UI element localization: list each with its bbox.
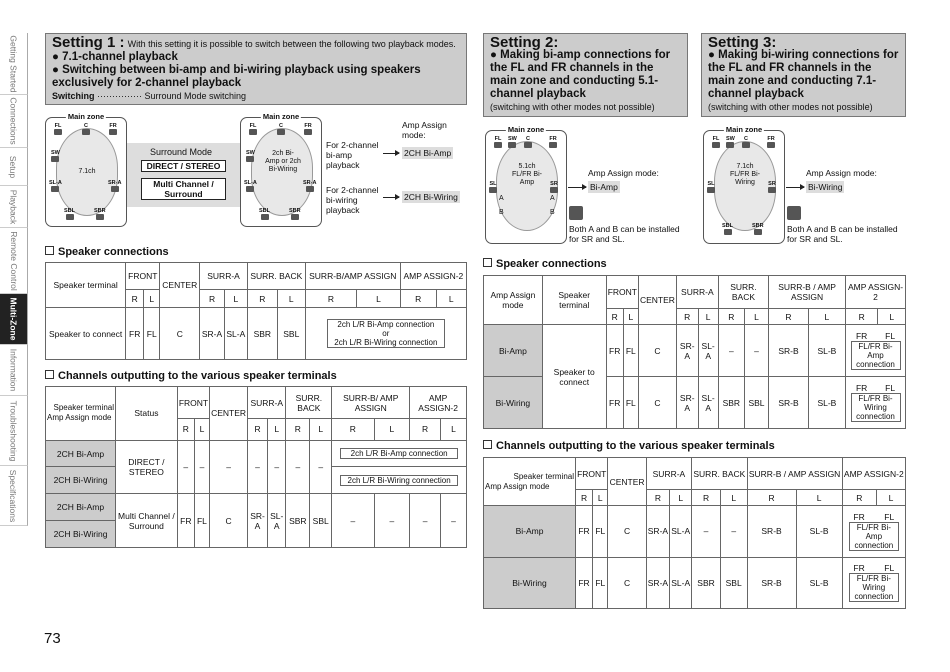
speaker-a-label: A bbox=[499, 195, 504, 202]
col-surr-back: SURR. BACK bbox=[286, 387, 332, 419]
row-2ch-bi-amp: 2CH Bi-Amp bbox=[46, 494, 116, 521]
speaker-sbl-icon: SBL bbox=[64, 208, 75, 220]
side-tab-label: Playback bbox=[8, 189, 19, 224]
cell: FL bbox=[593, 557, 608, 609]
speaker-sr-icon: SR bbox=[550, 181, 558, 193]
setting-3-title: Setting 3: bbox=[708, 34, 777, 51]
row-bi-amp: Bi-Amp bbox=[484, 506, 576, 558]
cell: SR-A bbox=[200, 308, 225, 360]
cell: FR bbox=[853, 563, 865, 574]
cell: SL-A bbox=[670, 557, 692, 609]
cell: SR-A bbox=[646, 557, 669, 609]
subwoofer-icon: SW bbox=[51, 150, 60, 162]
cell: SR-B bbox=[747, 506, 796, 558]
side-tab-remote-control[interactable] bbox=[0, 228, 28, 294]
side-tab-label: Connections bbox=[8, 97, 19, 145]
cell: – bbox=[248, 440, 268, 494]
amp-assign-mode-label: Amp Assign mode: bbox=[588, 168, 659, 178]
channels-heading: Channels outputting to the various speaker terminals bbox=[45, 370, 337, 382]
setting-2-bullet: Making bi-amp connections for the FL and FR channels in the main zone and conducting 5.1-channel playback bbox=[490, 49, 671, 100]
sub-l: L bbox=[720, 490, 747, 506]
speaker-sl-icon: SL bbox=[489, 181, 497, 193]
cell: SL-A bbox=[698, 325, 718, 377]
sub-r: R bbox=[305, 290, 356, 308]
2ch-bi-wiring-value: 2CH Bi-Wiring bbox=[404, 192, 458, 202]
bi-wiring-connection: 2ch L/R Bi-Wiring connection bbox=[340, 475, 458, 486]
multi-channel-box: Multi Channel / Surround bbox=[141, 178, 226, 200]
speaker-sra-icon: SR-A bbox=[108, 180, 121, 192]
speaker-sr-icon: SR bbox=[768, 181, 776, 193]
row-2ch-bi-wiring: 2CH Bi-Wiring bbox=[46, 467, 116, 494]
cell: SR-B bbox=[769, 377, 809, 429]
cell: SBR bbox=[247, 308, 277, 360]
cell: – bbox=[374, 494, 410, 548]
sub-l: L bbox=[436, 290, 466, 308]
cell: FR bbox=[853, 511, 865, 522]
sub-l: L bbox=[357, 290, 401, 308]
channels-table-1 bbox=[45, 386, 467, 548]
cell: C bbox=[160, 308, 200, 360]
setting-3-note: (switching with other modes not possible) bbox=[708, 102, 873, 112]
cell: FL bbox=[623, 377, 638, 429]
sub-r: R bbox=[646, 490, 669, 506]
cell: SL-B bbox=[808, 325, 845, 377]
cell: SBL bbox=[744, 377, 768, 429]
side-tab-multi-zone[interactable] bbox=[0, 294, 28, 345]
speaker-fl-icon: FL bbox=[712, 136, 720, 148]
col-amp-assign-mode: Amp Assign mode bbox=[484, 276, 543, 325]
cell: FR bbox=[606, 325, 623, 377]
cell: FL bbox=[194, 494, 209, 548]
sub-r: R bbox=[769, 309, 809, 325]
speaker-sra-icon: SR-A bbox=[303, 180, 316, 192]
sub-r: R bbox=[842, 490, 876, 506]
switching-value: Surround Mode switching bbox=[144, 91, 247, 101]
cell: C bbox=[608, 506, 646, 558]
direct-stereo-box: DIRECT / STEREO bbox=[141, 160, 226, 172]
sub-r: R bbox=[247, 290, 277, 308]
speaker-fr-icon: FR bbox=[549, 136, 557, 148]
main-zone-label: Main zone bbox=[725, 125, 763, 134]
side-tab-troubleshooting[interactable] bbox=[0, 396, 28, 466]
cell: – bbox=[267, 440, 286, 494]
cell: C bbox=[638, 325, 676, 377]
subwoofer-icon: SW bbox=[508, 136, 517, 148]
cell: – bbox=[410, 494, 441, 548]
cell: SBL bbox=[310, 494, 332, 548]
speaker-c-icon: C bbox=[524, 136, 532, 148]
fl-fr-bi-wiring-connection: FL/FR Bi-Wiring connection bbox=[851, 393, 901, 422]
cell: SL-A bbox=[267, 494, 286, 548]
main-zone-diagram-7-1 bbox=[45, 112, 127, 227]
amp-assign-mode-label: Amp Assign mode: bbox=[402, 120, 447, 140]
sub-r: R bbox=[692, 490, 721, 506]
cell: SR-A bbox=[676, 377, 698, 429]
cell: – bbox=[210, 440, 248, 494]
channels-table-2 bbox=[483, 457, 906, 609]
cell: – bbox=[744, 325, 768, 377]
bi-amp-connection: 2ch L/R Bi-Amp connection bbox=[337, 320, 435, 329]
cell: SL-A bbox=[670, 506, 692, 558]
cell: FL bbox=[884, 511, 895, 522]
sub-r: R bbox=[747, 490, 796, 506]
cell: SR-B bbox=[769, 325, 809, 377]
sub-l: L bbox=[623, 309, 638, 325]
cell: FR bbox=[855, 383, 868, 393]
cell: SL-A bbox=[224, 308, 247, 360]
main-zone-label: Main zone bbox=[507, 125, 545, 134]
sub-r: R bbox=[126, 290, 144, 308]
sub-r: R bbox=[248, 419, 268, 440]
sub-r: R bbox=[846, 309, 878, 325]
main-zone-diagram-2ch bbox=[240, 112, 322, 227]
speaker-c-icon: C bbox=[742, 136, 750, 148]
main-zone-label-2: Main zone bbox=[262, 112, 300, 121]
side-tab-connections[interactable] bbox=[0, 95, 28, 148]
col-center: CENTER bbox=[608, 458, 646, 506]
sub-l: L bbox=[374, 419, 410, 440]
sub-l: L bbox=[796, 490, 842, 506]
sub-l: L bbox=[310, 419, 332, 440]
col-status: Status bbox=[116, 387, 178, 441]
col-surr-b-amp: SURR-B / AMP ASSIGN bbox=[769, 276, 846, 309]
diagram-label-2ch: 2ch Bi-Amp or 2ch Bi-Wiring bbox=[265, 150, 301, 173]
diagram-label: 5.1ch FL/FR Bi-Amp bbox=[512, 163, 542, 186]
side-tab-label: Troubleshooting bbox=[8, 400, 19, 461]
header-speaker-terminal: Speaker terminal bbox=[513, 471, 574, 481]
status-direct-stereo: DIRECT / STEREO bbox=[116, 440, 178, 494]
side-tab-label: Multi-Zone bbox=[8, 297, 19, 341]
side-tab-playback[interactable] bbox=[0, 186, 28, 228]
bi-amp-value: Bi-Amp bbox=[590, 182, 618, 192]
col-center: CENTER bbox=[210, 387, 248, 441]
cell: – bbox=[177, 440, 194, 494]
cell: FR bbox=[126, 308, 144, 360]
subwoofer-icon: SW bbox=[726, 136, 735, 148]
sub-l: L bbox=[878, 309, 906, 325]
col-speaker-terminal: Speaker terminal bbox=[46, 263, 126, 308]
speaker-fl-icon: FL bbox=[494, 136, 502, 148]
speaker-fl-icon: FL bbox=[54, 123, 62, 135]
bi-amp-connection: 2ch L/R Bi-Amp connection bbox=[340, 448, 458, 459]
sub-r: R bbox=[410, 419, 441, 440]
cell: FL bbox=[144, 308, 160, 360]
bi-wiring-connection: 2ch L/R Bi-Wiring connection bbox=[334, 338, 438, 347]
2ch-bi-amp-value: 2CH Bi-Amp bbox=[404, 148, 452, 158]
side-tab-label: Information bbox=[8, 348, 19, 392]
speaker-a-label: A bbox=[550, 195, 555, 202]
sub-l: L bbox=[876, 490, 905, 506]
col-surr-a: SURR-A bbox=[200, 263, 248, 290]
for-2ch-biamp-label: For 2-channel bi-amp playback bbox=[326, 140, 379, 170]
sub-r: R bbox=[676, 309, 698, 325]
cell: SL-B bbox=[808, 377, 845, 429]
side-tab-getting-started[interactable] bbox=[0, 33, 28, 95]
cell: FR bbox=[576, 557, 593, 609]
cell: SBR bbox=[286, 494, 310, 548]
col-center: CENTER bbox=[160, 263, 200, 308]
cell: FR bbox=[855, 331, 868, 341]
side-tab-label: Getting Started bbox=[8, 34, 19, 93]
cell: FL bbox=[623, 325, 638, 377]
row-bi-wiring: Bi-Wiring bbox=[484, 377, 543, 429]
speaker-sbl-icon: SBL bbox=[259, 208, 270, 220]
col-surr-a: SURR-A bbox=[646, 458, 692, 490]
cell: – bbox=[718, 325, 744, 377]
sub-r: R bbox=[400, 290, 436, 308]
side-tab-information[interactable] bbox=[0, 345, 28, 396]
speaker-fr-icon: FR bbox=[109, 123, 117, 135]
side-tab-label: Specifications bbox=[8, 469, 19, 522]
setting-2-box: Setting 2: ● Making bi-amp connections for the FL and FR channels in the main zone and conducting 5.1-channel playback (switching with other modes not possible) bbox=[483, 33, 688, 117]
cell: – bbox=[286, 440, 310, 494]
col-front: FRONT bbox=[126, 263, 160, 290]
cell: FL bbox=[593, 506, 608, 558]
side-tab-label: Setup bbox=[8, 155, 19, 178]
speaker-connections-heading-2: Speaker connections bbox=[483, 258, 607, 270]
cell: FL bbox=[885, 383, 896, 393]
setting-2-title: Setting 2: bbox=[490, 34, 559, 51]
cell: SL-B bbox=[796, 506, 842, 558]
sub-r: R bbox=[718, 309, 744, 325]
bi-wiring-value: Bi-Wiring bbox=[808, 182, 843, 192]
note-pencil-icon bbox=[569, 206, 583, 220]
cell: FR bbox=[606, 377, 623, 429]
setting-1-bullet-1: 7.1-channel playback bbox=[62, 51, 178, 63]
cell: SBR bbox=[718, 377, 744, 429]
col-surr-a: SURR-A bbox=[676, 276, 718, 309]
setting-1-title: Setting 1 : bbox=[52, 34, 125, 51]
col-front: FRONT bbox=[177, 387, 209, 419]
cell: FR bbox=[177, 494, 194, 548]
sub-l: L bbox=[593, 490, 608, 506]
cell: – bbox=[310, 440, 332, 494]
speaker-sbr-icon: SBR bbox=[752, 223, 764, 235]
status-multi-channel: Multi Channel / Surround bbox=[116, 494, 178, 548]
col-surr-b-amp: SURR-B/ AMP ASSIGN bbox=[332, 387, 410, 419]
sub-l: L bbox=[224, 290, 247, 308]
cell: – bbox=[332, 494, 374, 548]
sub-r: R bbox=[576, 490, 593, 506]
or-text: or bbox=[382, 329, 390, 338]
speaker-sla-icon: SL-A bbox=[244, 180, 257, 192]
speaker-sbr-icon: SBR bbox=[289, 208, 301, 220]
cell: C bbox=[638, 377, 676, 429]
sub-r: R bbox=[606, 309, 623, 325]
cell: SR-B bbox=[747, 557, 796, 609]
speaker-fr-icon: FR bbox=[767, 136, 775, 148]
setting-2-note: (switching with other modes not possible) bbox=[490, 102, 655, 112]
setting-1-lead: With this setting it is possible to switch between the following two playback modes. bbox=[127, 39, 456, 49]
sub-r: R bbox=[177, 419, 194, 440]
amp-assign-mode-label: Amp Assign mode: bbox=[806, 168, 877, 178]
cell: SBL bbox=[720, 557, 747, 609]
note-pencil-icon bbox=[787, 206, 801, 220]
row-speaker-to-connect: Speaker to connect bbox=[46, 308, 126, 360]
speaker-connections-table-2 bbox=[483, 275, 906, 429]
cell: SBL bbox=[277, 308, 305, 360]
row-2ch-bi-wiring: 2CH Bi-Wiring bbox=[46, 521, 116, 548]
subwoofer-icon: SW bbox=[246, 150, 255, 162]
row-bi-amp: Bi-Amp bbox=[484, 325, 543, 377]
sub-r: R bbox=[200, 290, 225, 308]
col-speaker-terminal: Speaker terminal bbox=[542, 276, 606, 325]
col-surr-a: SURR-A bbox=[248, 387, 286, 419]
cell: SR-A bbox=[676, 325, 698, 377]
col-center: CENTER bbox=[638, 276, 676, 325]
speaker-c-icon: C bbox=[277, 123, 285, 135]
cell: SL-A bbox=[698, 377, 718, 429]
col-surr-b-amp: SURR-B/AMP ASSIGN bbox=[305, 263, 400, 290]
sub-l: L bbox=[698, 309, 718, 325]
setting-1-bullet-2: Switching between bi-amp and bi-wiring playback using speakers exclusively for 2-channel playback bbox=[52, 64, 421, 89]
cell: FL bbox=[884, 563, 895, 574]
setting-1-box: Setting 1 : With this setting it is possible to switch between the following two playback modes. ● 7.1-channel playback ● Switching between bi-amp and bi-wiring playback using speakers exclusively for 2-channel playback Switching ··············· Surround Mode switching bbox=[45, 33, 467, 105]
setting-3-bullet: Making bi-wiring connections for the FL and FR channels in the main zone and conducting 7.1-channel playback bbox=[708, 49, 899, 100]
surround-mode-label: Surround Mode bbox=[150, 147, 213, 157]
sub-l: L bbox=[440, 419, 466, 440]
cell: – bbox=[194, 440, 209, 494]
fl-fr-bi-amp-connection: FL/FR Bi-Amp connection bbox=[849, 522, 899, 551]
channels-heading-2: Channels outputting to the various speaker terminals bbox=[483, 440, 775, 452]
col-amp-assign-2: AMP ASSIGN-2 bbox=[400, 263, 466, 290]
speaker-connections-heading: Speaker connections bbox=[45, 246, 169, 258]
main-zone-label: Main zone bbox=[67, 112, 105, 121]
sub-l: L bbox=[277, 290, 305, 308]
speaker-sbl-icon: SBL bbox=[722, 223, 733, 235]
cell: C bbox=[210, 494, 248, 548]
row-bi-wiring: Bi-Wiring bbox=[484, 557, 576, 609]
speaker-fr-icon: FR bbox=[304, 123, 312, 135]
speaker-b-label: B bbox=[499, 209, 504, 216]
cell: C bbox=[608, 557, 646, 609]
cell: – bbox=[720, 506, 747, 558]
page-number: 73 bbox=[44, 630, 61, 647]
col-surr-b-amp: SURR-B / AMP ASSIGN bbox=[747, 458, 842, 490]
for-2ch-biwiring-label: For 2-channel bi-wiring playback bbox=[326, 185, 379, 215]
main-zone-diagram-setting-2 bbox=[485, 125, 567, 244]
speaker-sla-icon: SL-A bbox=[49, 180, 62, 192]
cell: SR-A bbox=[248, 494, 268, 548]
diagram-label: 7.1ch bbox=[78, 168, 96, 175]
sub-r: R bbox=[286, 419, 310, 440]
sub-l: L bbox=[744, 309, 768, 325]
sub-l: L bbox=[144, 290, 160, 308]
header-amp-assign-mode: Amp Assign mode bbox=[485, 481, 550, 491]
sub-l: L bbox=[194, 419, 209, 440]
col-amp-assign-2: AMP ASSIGN-2 bbox=[846, 276, 906, 309]
sub-r: R bbox=[332, 419, 374, 440]
header-amp-assign-mode: Amp Assign mode bbox=[47, 413, 112, 423]
header-speaker-terminal: Speaker terminal bbox=[53, 403, 114, 413]
speaker-c-icon: C bbox=[82, 123, 90, 135]
setting-3-install-note: Both A and B can be installed for SR and SL. bbox=[787, 224, 898, 244]
speaker-fl-icon: FL bbox=[249, 123, 257, 135]
col-front: FRONT bbox=[606, 276, 638, 309]
cell: SR-A bbox=[646, 506, 669, 558]
col-amp-assign-2: AMP ASSIGN-2 bbox=[842, 458, 905, 490]
row-2ch-bi-amp: 2CH Bi-Amp bbox=[46, 440, 116, 467]
main-zone-diagram-setting-3 bbox=[703, 125, 785, 244]
speaker-to-connect: Speaker to connect bbox=[542, 325, 606, 429]
col-surr-back: SURR. BACK bbox=[247, 263, 305, 290]
speaker-connections-table-1 bbox=[45, 262, 467, 360]
col-front: FRONT bbox=[576, 458, 608, 490]
setting-2-install-note: Both A and B can be installed for SR and SL. bbox=[569, 224, 680, 244]
speaker-b-label: B bbox=[550, 209, 555, 216]
fl-fr-bi-amp-connection: FL/FR Bi-Amp connection bbox=[851, 341, 901, 370]
setting-3-box: Setting 3: ● Making bi-wiring connections for the FL and FR channels in the main zone and conducting 7.1-channel playback (switching with other modes not possible) bbox=[701, 33, 906, 117]
side-tab-label: Remote Control bbox=[8, 230, 19, 291]
sub-l: L bbox=[267, 419, 286, 440]
col-amp-assign-2: AMP ASSIGN-2 bbox=[410, 387, 467, 419]
cell: SL-B bbox=[796, 557, 842, 609]
side-tab-setup[interactable] bbox=[0, 148, 28, 186]
cell: SBR bbox=[692, 557, 721, 609]
cell: FR bbox=[576, 506, 593, 558]
col-surr-back: SURR. BACK bbox=[692, 458, 747, 490]
cell: – bbox=[692, 506, 721, 558]
sub-l: L bbox=[808, 309, 845, 325]
cell: FL bbox=[885, 331, 896, 341]
speaker-sl-icon: SL bbox=[707, 181, 715, 193]
speaker-sbr-icon: SBR bbox=[94, 208, 106, 220]
cell: – bbox=[440, 494, 466, 548]
sub-l: L bbox=[670, 490, 692, 506]
diagram-label: 7.1ch FL/FR Bi-Wiring bbox=[730, 163, 760, 186]
side-tab-specifications[interactable] bbox=[0, 466, 28, 526]
col-surr-back: SURR. BACK bbox=[718, 276, 768, 309]
switching-label: Switching bbox=[52, 91, 95, 101]
fl-fr-bi-wiring-connection: FL/FR Bi-Wiring connection bbox=[849, 573, 899, 602]
